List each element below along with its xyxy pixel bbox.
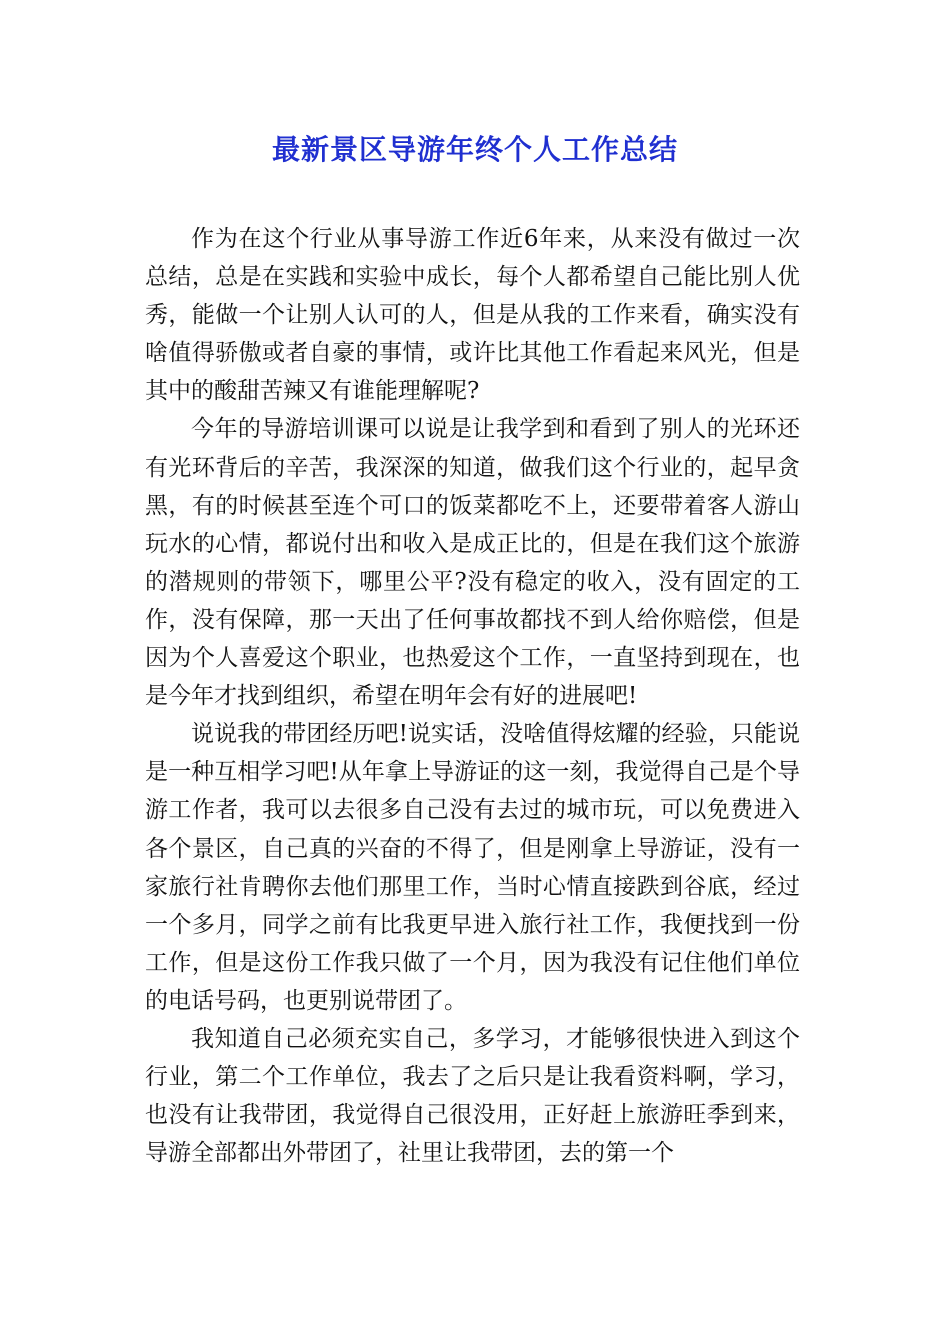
paragraph: 说说我的带团经历吧!说实话，没啥值得炫耀的经验，只能说是一种互相学习吧!从年拿上导游证的这一刻，我觉得自己是个导游工作者，我可以去很多自己没有去过的城市玩，可以免费进入各个景区，自己真的兴奋的不得了，但是刚拿上导游证，没有一家旅行社肯聘你去他们那里工作，当时心情直接跌到谷底，经过一个多月，同学之前有比我更早进入旅行社工作，我便找到一份工作，但是这份工作我只做了一个月，因为我没有记住他们单位的电话号码，也更别说带团了。 [145,721,800,1014]
paragraph: 作为在这个行业从事导游工作近6年来，从来没有做过一次总结，总是在实践和实验中成长，每个人都希望自己能比别人优秀，能做一个让别人认可的人，但是从我的工作来看，确实没有啥值得骄傲或者自豪的事情，或许比其他工作看起来风光，但是其中的酸甜苦辣又有谁能理解呢? [145,226,800,405]
document-title: 最新景区导游年终个人工作总结 [271,133,678,166]
paragraph: 今年的导游培训课可以说是让我学到和看到了别人的光环还有光环背后的辛苦，我深深的知道，做我们这个行业的，起早贪黑，有的时候甚至连个可口的饭菜都吃不上，还要带着客人游山玩水的心情，都说付出和收入是成正比的，但是在我们这个旅游的潜规则的带领下，哪里公平?没有稳定的收入，没有固定的工作，没有保障，那一天出了任何事故都找不到人给你赔偿，但是因为个人喜爱这个职业，也热爱这个工作，一直坚持到现在，也是今年才找到组织，希望在明年会有好的进展吧! [145,416,800,710]
paragraph: 我知道自己必须充实自己，多学习，才能够很快进入到这个行业，第二个工作单位，我去了之后只是让我看资料啊，学习，也没有让我带团，我觉得自己很没用，正好赶上旅游旺季到来，导游全部都出外带团了，社里让我带团，去的第一个 [145,1025,800,1167]
document-body [145,220,800,1172]
